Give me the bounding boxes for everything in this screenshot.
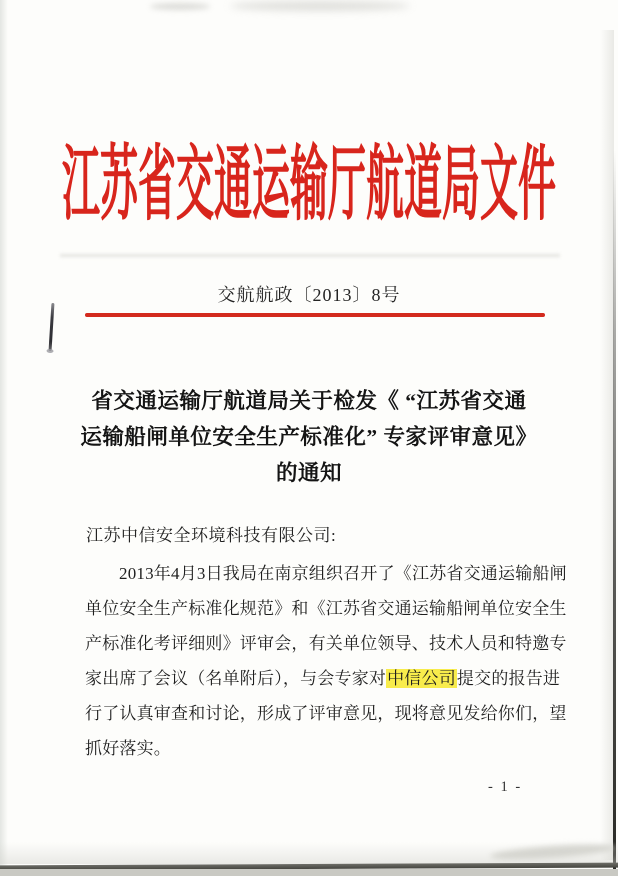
- letterhead-title: 江苏省交通运输厅航道局文件: [61, 140, 556, 232]
- scan-smudge-top: [230, 1, 410, 11]
- salutation: 江苏中信安全环境科技有限公司:: [86, 526, 337, 545]
- body-line-6: 抓好落实。: [85, 739, 171, 758]
- body-line-3: 产标准化考评细则》评审会，有关单位领导、技术人员和特邀专: [85, 634, 567, 653]
- page-number: - 1 -: [488, 779, 523, 795]
- body-line-1: 2013年4月3日我局在南京组织召开了《江苏省交通运输船闸: [119, 564, 567, 583]
- scan-shadow-bottom-line: [0, 863, 618, 871]
- highlight-zhongxin-company: 中信公司: [387, 669, 456, 688]
- body-line-4-pre: 家出席了会议（名单附后），与会专家对: [85, 669, 387, 688]
- notice-title: [0, 383, 618, 491]
- notice-title-line-1: 省交通运输厅航道局关于检发《 “江苏省交通: [91, 389, 527, 413]
- staple-mark: [49, 303, 55, 351]
- red-separator-line: [85, 313, 545, 317]
- notice-title-line-3: 的通知: [275, 461, 342, 485]
- body-line-5: 行了认真审查和讨论，形成了评审意见，现将意见发给你们，望: [85, 704, 567, 723]
- body-paragraph: [85, 556, 567, 766]
- body-line-2: 单位安全生产标准化规范》和《江苏省交通运输船闸单位安全生: [85, 599, 567, 618]
- scan-edge-right-line: [613, 150, 616, 876]
- body-line-4: [85, 661, 561, 696]
- notice-title-line-2: 运输船闸单位安全生产标准化” 专家评审意见》: [80, 425, 538, 449]
- scan-shadow-bottom-base: [0, 869, 618, 876]
- scan-shadow-bottom-soft: [0, 842, 618, 864]
- scan-smudge-bottom: [490, 842, 616, 863]
- scan-streak: [60, 254, 560, 257]
- scan-smudge-top-left: [150, 3, 210, 10]
- body-line-4-post: 提交的报告进: [456, 669, 561, 688]
- letterhead: [0, 142, 618, 230]
- doc-number: 交航航政〔2013〕8号: [217, 285, 401, 305]
